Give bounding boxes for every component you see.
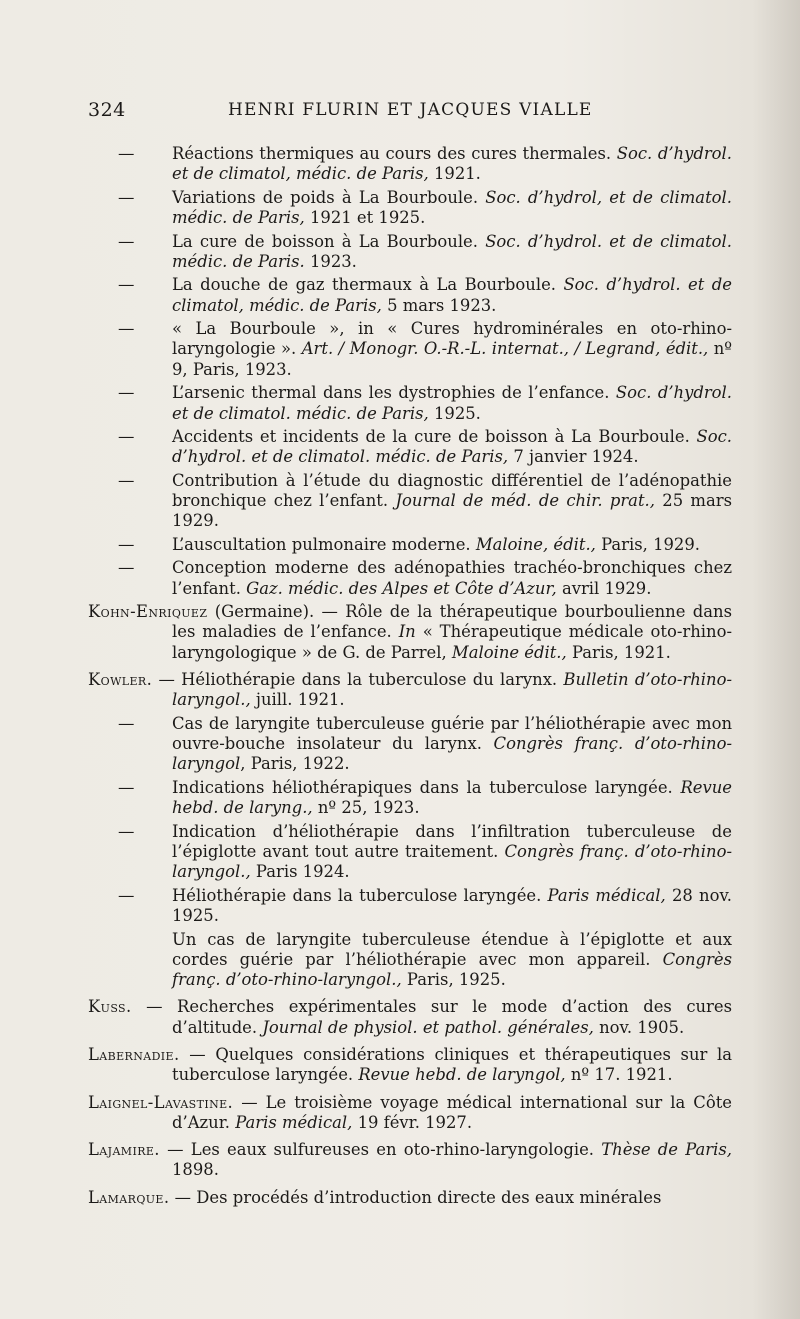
entry-title: — Des procédés d’introduction directe des eaux minérales (174, 1187, 662, 1207)
running-header (88, 99, 728, 125)
entry-source: Maloine édit., (451, 642, 567, 662)
author-name: Kowler. (88, 670, 153, 689)
entry-source: Congrès franç. d’oto-rhino-laryngol (172, 734, 732, 774)
entry-date: nº 9, Paris, 1923. (172, 339, 732, 379)
page-number: 324 (88, 99, 126, 121)
entry-date: 28 nov. 1925. (172, 885, 732, 926)
entry-source: Congrès franç. d’oto-rhino-laryngol., (172, 949, 733, 990)
entry-dash: — (118, 821, 135, 841)
entry-dash: — (118, 187, 135, 207)
entry-source: Bulletin d’oto-rhino-laryngol., (172, 670, 733, 710)
entry-title: Accidents et incidents de la cure de boisson à La Bourboule. (172, 426, 690, 446)
entry-source: Revue hebd. de laryng., (172, 777, 732, 818)
entry-dash: — (118, 713, 135, 733)
entry-quote: « Thérapeutique médicale oto-rhino-laryngologique » de G. de Parrel, (172, 622, 732, 662)
entry-date: 7 janvier 1924. (513, 447, 639, 467)
bib-entry (88, 427, 732, 468)
bib-author-entry (88, 670, 732, 711)
entry-source: Journal de physiol. et pathol. générales, (262, 1017, 594, 1037)
entry-source: Art. / Monogr. O.-R.-L. internat., / Legrand, édit., (301, 339, 709, 359)
author-name: Lajamire. (88, 1140, 160, 1160)
bibliography (88, 144, 732, 1211)
entry-source: Maloine, édit., (475, 534, 596, 554)
bib-entry (88, 471, 732, 532)
bib-entry (88, 275, 732, 316)
entry-dash: — (118, 383, 135, 403)
bib-author-entry (88, 997, 732, 1038)
bib-entry (88, 886, 732, 927)
entry-title: Un cas de laryngite tuberculeuse étendue à l’épiglotte et aux cordes guérie par l’héliothérapie avec mon appareil. (172, 929, 732, 969)
author-name: Kohn-Enriquez (88, 602, 208, 622)
entry-date: juill. 1921. (255, 690, 345, 710)
entry-date: 1923. (309, 251, 357, 271)
entry-dash: — (118, 144, 135, 163)
entry-title: « La Bourboule », in « Cures hydrominérales en oto-rhino-laryngologie ». (172, 319, 732, 359)
entry-title: (Germaine). — Rôle de la thérapeutique bourboulienne dans les maladies de l’enfance. (172, 602, 732, 642)
entry-dash: — (118, 534, 135, 554)
entry-date: 1925. (433, 403, 481, 423)
entry-source: Soc. d’hydrol. et de climatol. médic. de Paris, (172, 383, 732, 423)
entry-title: L’auscultation pulmonaire moderne. (172, 534, 471, 554)
bib-entry (88, 558, 732, 599)
entry-date: avril 1929. (561, 578, 652, 598)
entry-title: L’arsenic thermal dans les dystrophies de l’enfance. (172, 383, 610, 403)
entry-date: 19 févr. 1927. (357, 1112, 473, 1132)
entry-title: — Héliothérapie dans la tuberculose du larynx. (158, 670, 558, 689)
bib-entry (88, 778, 732, 819)
bib-author-entry (88, 1093, 732, 1134)
entry-date: 1921. (433, 164, 481, 184)
entry-source: Revue hebd. de laryngol, (358, 1065, 566, 1085)
bib-entry (88, 535, 732, 555)
entry-date: nº 25, 1923. (317, 798, 420, 818)
entry-dash: — (118, 558, 135, 578)
entry-source: Gaz. médic. des Alpes et Côte d’Azur, (246, 578, 557, 598)
entry-source: Soc. d’hydrol. et de climatol. médic. de Paris. (172, 231, 733, 271)
entry-date: nov. 1905. (599, 1017, 685, 1037)
entry-title: — Le troisième voyage médical international sur la Côte d’Azur. (172, 1092, 732, 1132)
entry-dash: — (118, 275, 135, 295)
bib-author-entry (88, 1188, 732, 1208)
entry-title: — Les eaux sulfureuses en oto-rhino-laryngologie. (167, 1140, 594, 1160)
entry-source: Journal de méd. de chir. prat., (395, 491, 655, 511)
entry-date: 25 mars 1929. (172, 491, 732, 531)
bib-author-entry (88, 602, 732, 663)
entry-source: Soc. d’hydrol. et de climatol. médic. de Paris, (172, 426, 732, 467)
entry-source: Soc. d’hydrol. et de climatol, médic. de Paris, (172, 275, 732, 315)
bib-entry (88, 144, 732, 185)
entry-source: Thèse de Paris, (601, 1140, 732, 1160)
entry-title: La cure de boisson à La Bourboule. (172, 231, 478, 251)
bib-author-entry (88, 1140, 732, 1181)
bib-entry (88, 188, 732, 229)
entry-source: Paris médical, (235, 1112, 353, 1132)
author-name: Labernadie. (88, 1044, 180, 1064)
entry-source: Soc. d’hydrol, et de climatol. médic. de Paris, (172, 187, 732, 228)
entry-title: Indications héliothérapiques dans la tuberculose laryngée. (172, 777, 673, 797)
bib-entry (88, 930, 732, 991)
entry-source: Congrès franç. d’oto-rhino-laryngol., (172, 841, 733, 882)
entry-date: Paris, 1921. (571, 642, 671, 662)
entry-date: 1898. (172, 1160, 219, 1180)
entry-title: Réactions thermiques au cours des cures thermales. (172, 144, 612, 163)
entry-title: Variations de poids à La Bourboule. (172, 187, 479, 207)
entry-title: Contribution à l’étude du diagnostic différentiel de l’adénopathie bronchique chez l’enfant. (172, 470, 732, 511)
bib-entry (88, 714, 732, 775)
entry-title: Indication d’héliothérapie dans l’infiltration tuberculeuse de l’épiglotte avant tout autre traitement. (172, 821, 732, 861)
entry-dash: — (118, 885, 135, 905)
entry-title: Cas de laryngite tuberculeuse guérie par l’héliothérapie avec mon ouvre-bouche insolateur du larynx. (172, 713, 732, 754)
entry-dash: — (118, 777, 135, 797)
bib-entry (88, 232, 732, 273)
bib-author-entry (88, 1045, 732, 1086)
bib-entry (88, 822, 732, 883)
entry-dash: — (118, 470, 135, 490)
entry-dash: — (118, 319, 135, 339)
entry-title: Conception moderne des adénopathies trachéo-bronchiques chez l’enfant. (172, 558, 732, 598)
entry-date: Paris 1924. (255, 862, 350, 882)
entry-source: Paris médical, (547, 885, 666, 905)
entry-date: 5 mars 1923. (387, 295, 497, 315)
author-name: Lamarque. (88, 1187, 170, 1207)
running-title: HENRI FLURIN ET JACQUES VIALLE (228, 100, 593, 120)
entry-title: La douche de gaz thermaux à La Bourboule. (172, 275, 556, 295)
entry-date: Paris, 1925. (406, 970, 506, 990)
entry-title: — Quelques considérations cliniques et thérapeutiques sur la tuberculose laryngée. (172, 1044, 733, 1085)
entry-dash: — (118, 231, 135, 251)
author-name: Kuss. (88, 997, 132, 1017)
entry-title: Héliothérapie dans la tuberculose laryngée. (172, 885, 542, 905)
entry-source: Soc. d’hydrol. et de climatol, médic. de Paris, (172, 144, 732, 184)
entry-dash: — (118, 426, 135, 446)
entry-title: — Recherches expérimentales sur le mode d’action des cures d’altitude. (146, 997, 732, 1037)
entry-date: Paris, 1929. (601, 534, 700, 554)
entry-date: nº 17. 1921. (570, 1065, 673, 1085)
bib-entry (88, 383, 732, 424)
bib-entry (88, 319, 732, 380)
author-name: Laignel-Lavastine. (88, 1092, 234, 1112)
entry-in: In (398, 622, 416, 642)
entry-date: 1921 et 1925. (309, 208, 426, 228)
entry-date: , Paris, 1922. (240, 754, 350, 774)
